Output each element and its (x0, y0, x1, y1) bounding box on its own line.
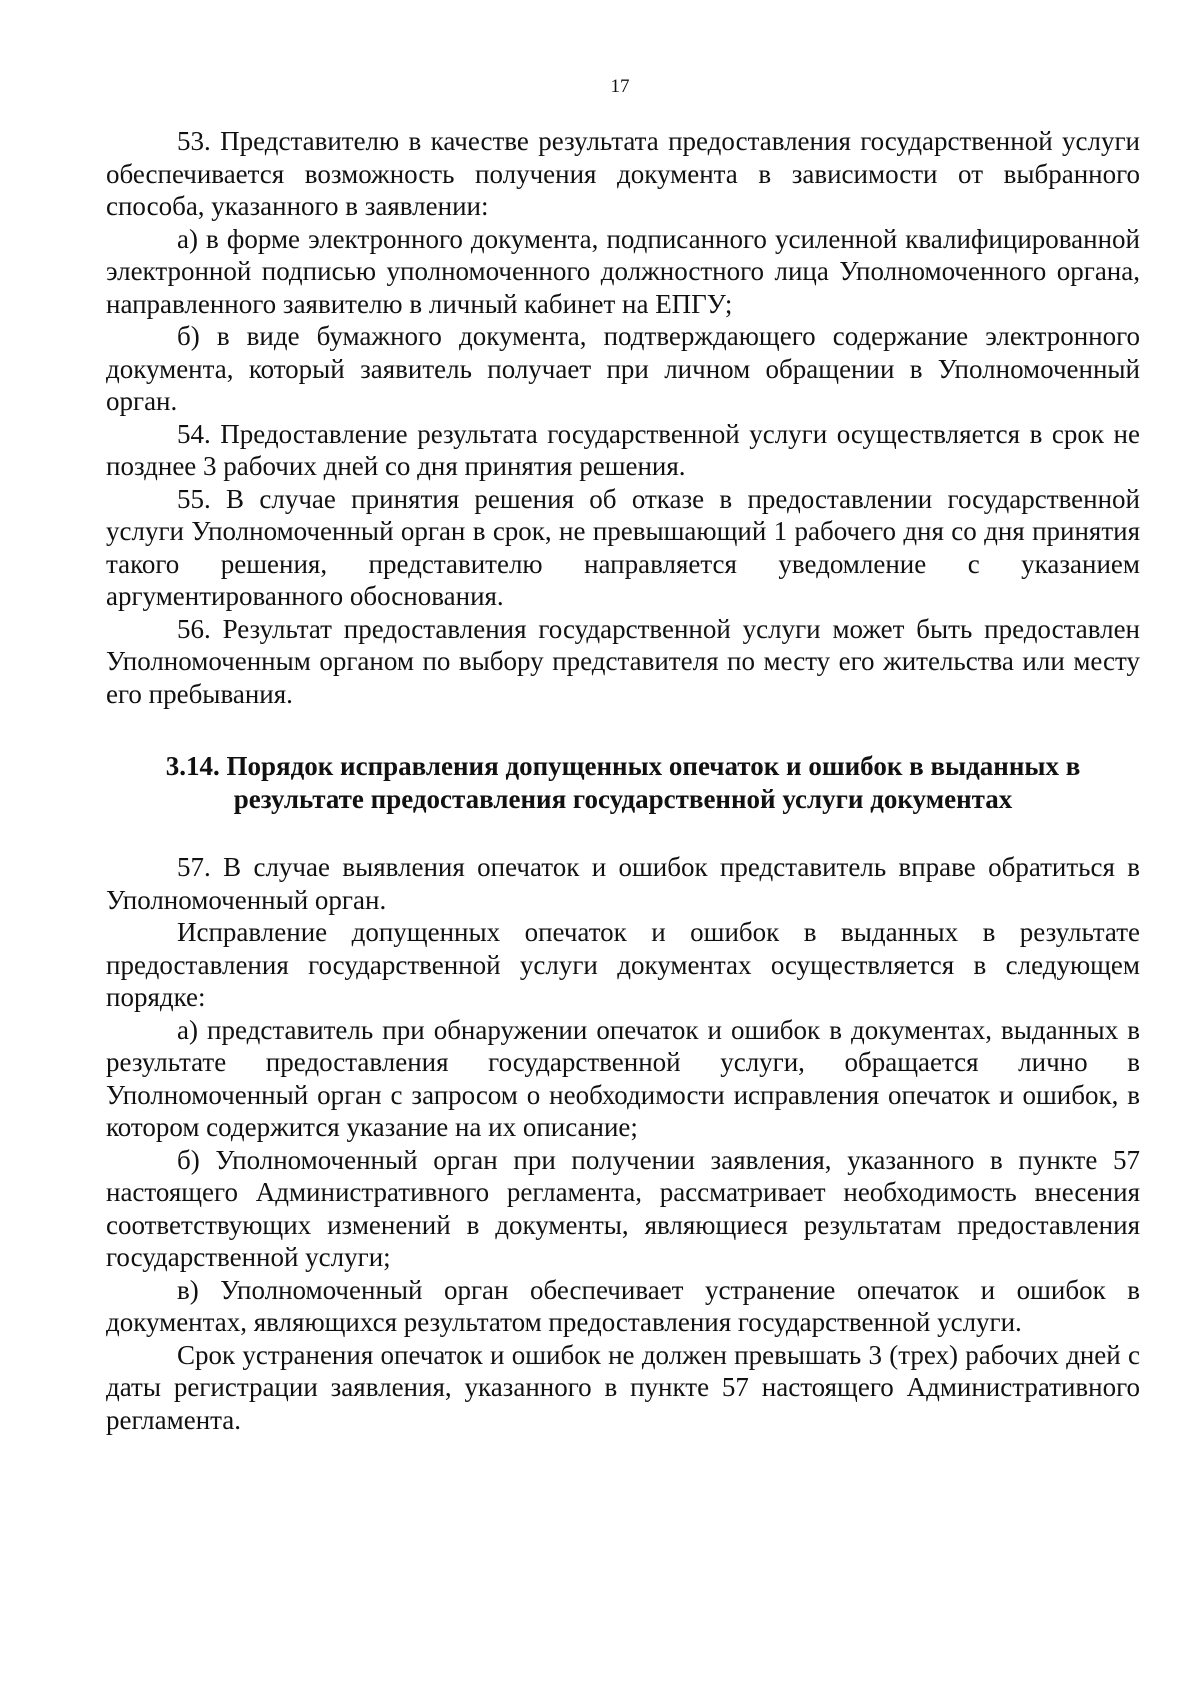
section-heading (106, 750, 1140, 815)
section-heading-line-2: результате предоставления государственной услуги документах (233, 783, 1013, 814)
paragraph-53: 53. Представителю в качестве результата предоставления государственной услуги обеспечивается возможность получения документа в зависимости от выбранного способа, указанного в заявлении: (106, 126, 1140, 221)
document-body (106, 125, 1140, 1436)
paragraph-correction-term: Срок устранения опечаток и ошибок не должен превышать 3 (трех) рабочих дней с даты регистрации заявления, указанного в пункте 57 настоящего Административного регламента. (106, 1339, 1140, 1435)
paragraph-53-item-a: а) в форме электронного документа, подписанного усиленной квалифицированной электронной подписью уполномоченного должностного лица Уполномоченного органа, направленного заявителю в личный кабинет на ЕПГУ; (106, 223, 1140, 319)
paragraph-54: 54. Предоставление результата государственной услуги осуществляется в срок не позднее 3 рабочих дней со дня принятия решения. (106, 418, 1140, 481)
page-number: 17 (610, 76, 630, 97)
paragraph-55: 55. В случае принятия решения об отказе в предоставлении государственной услуги Уполномоченный орган в срок, не превышающий 1 рабочего дня со дня принятия такого решения, представителю направляется уведомление с указанием аргументированного обоснования. (106, 483, 1140, 611)
paragraph-57-item-v: в) Уполномоченный орган обеспечивает устранение опечаток и ошибок в документах, являющихся результатом предоставления государственной услуги. (106, 1274, 1140, 1337)
section-heading-line-1: 3.14. Порядок исправления допущенных опечаток и ошибок в выданных в (165, 751, 1081, 781)
paragraph-57-item-b: б) Уполномоченный орган при получении заявления, указанного в пункте 57 настоящего Административного регламента, рассматривает необходимость внесения соответствующих изменений в документы, являющиеся результатам предоставления государственной услуги; (106, 1144, 1140, 1272)
paragraph-57-item-a: а) представитель при обнаружении опечаток и ошибок в документах, выданных в результате предоставления государственной услуги, обращается лично в Уполномоченный орган с запросом о необходимости исправления опечаток и ошибок, в котором содержится указание на их описание; (106, 1014, 1140, 1142)
paragraph-53-item-b: б) в виде бумажного документа, подтверждающего содержание электронного документа, который заявитель получает при личном обращении в Уполномоченный орган. (106, 321, 1140, 416)
paragraph-56: 56. Результат предоставления государственной услуги может быть предоставлен Уполномоченным органом по выбору представителя по месту его жительства или месту его пребывания. (106, 613, 1140, 709)
paragraph-57: 57. В случае выявления опечаток и ошибок представитель вправе обратиться в Уполномоченный орган. (106, 852, 1140, 915)
paragraph-correction-order: Исправление допущенных опечаток и ошибок в выданных в результате предоставления государственной услуги документах осуществляется в следующем порядке: (106, 917, 1140, 1012)
